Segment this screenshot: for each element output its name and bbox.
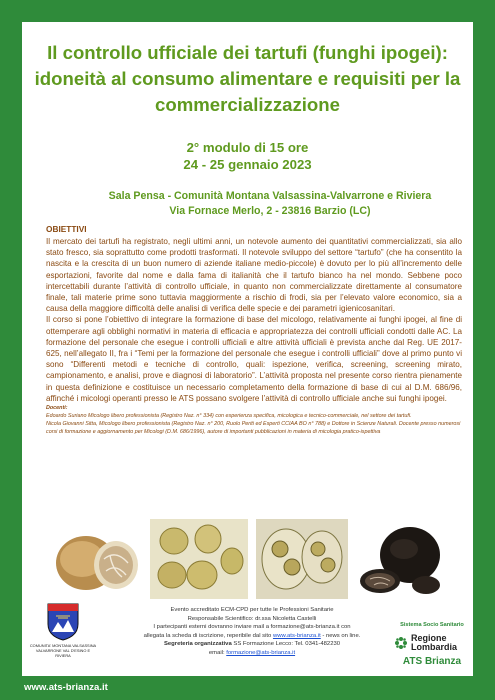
contact-email-link[interactable]: formazione@ats-brianza.it bbox=[226, 649, 296, 656]
teacher-2: Nicola Giovanni Sitta, Micologo libero professionista (Registro Naz. n° 200, Ruolo Periti ed Esperti CCIAA BO n° 788) e Dottore in Scienze Naturali. Docente presso numerosi corsi di formazione e aggiornamento per Micologi (D.M. 686/1996), autore di importanti pubblicazioni in materia di micologia pratico-ispettiva bbox=[46, 421, 461, 435]
event-dates: 24 - 25 gennaio 2023 bbox=[183, 157, 312, 172]
poster-sheet bbox=[22, 22, 473, 676]
ats-brianza-label: ATS Brianza bbox=[402, 656, 462, 667]
page-title: Il controllo ufficiale dei tartufi (funghi ipogei): idoneità al consumo alimentare e requisiti per la commercializzazione bbox=[34, 42, 461, 115]
ecm-accreditation: Evento accreditato ECM-CPD per tutte le Professioni Sanitarie bbox=[170, 607, 334, 613]
white-truffle-photo bbox=[50, 519, 142, 599]
coat-of-arms-icon bbox=[30, 602, 96, 642]
photo-strip bbox=[50, 519, 450, 599]
objectives-paragraph-1: Il mercato dei tartufi ha registrato, negli ultimi anni, un notevole aumento dei quantitativi commercializzati, sia allo stato fresco, sia soprattutto come prodotti trasformati. Il notevole sviluppo del settore “tartufo” (che ha consentito la nascita e la crescita di un buon numero di aziende italiane medio-piccole) è dovuto per lo più all’incremento delle esportazioni, favorite dal nome e dalla fama di italianità che il tartufo bianco ha nel mondo. Sebbene poco intercettabili durante l’attività di controllo ufficiale, in quanto non commercializzate direttamente al consumatore finale, tali materie prime sono tuttavia maggiormente a rischio di frodi, sia per l’elevato valore economico, sia a causa della maggiore difficoltà delle analisi di verifica delle specie e dei parametri igienicosanitari. bbox=[46, 237, 462, 314]
objectives-paragraph-2: Il corso si pone l’obiettivo di integrare la formazione di base del micologo, relativamente ai funghi ipogei, al fine di ottemperare agli obblighi normativi in materia di efficacia e appropriatezza dei controlli ufficiali condotti dalle AC. La formazione del personale che esegue i controlli ufficiali e altre attività ufficiali è prevista anche dal Reg. UE 2017-625, nell’allegato II, fra i “Temi per la formazione del personale che esegue i controlli ufficiali” dove al primo punto vi sono “Differenti metodi e tecniche di controllo, quali: ispezione, verifica, screening, screening mirato, campionamento, e analisi, prove e diagnosi di laboratorio”. L’attività proposta nel presente corso rientra pienamente in questa definizione e costituisce un necessario completamento della formazione di base di cui al D.M. 686/96, affinché i micologi operanti presso le ATS possano svolgere l’attività di controllo ufficiale anche sui funghi ipogei. bbox=[46, 315, 462, 403]
regione-lombardia-text bbox=[411, 634, 457, 652]
email-label: email: bbox=[208, 649, 227, 656]
black-truffle-photo bbox=[356, 519, 450, 599]
ats-site-link[interactable]: www.ats-brianza.it bbox=[272, 632, 321, 639]
sistema-socio-sanitario-label: Sistema Socio Sanitario bbox=[400, 622, 464, 628]
registration-site-text: allegata la scheda di iscrizione, reperibile dal sito bbox=[143, 632, 273, 639]
comunita-montana-logo bbox=[30, 602, 96, 672]
lombardia-word: Lombardia bbox=[411, 642, 458, 652]
news-online-text: - news on line. bbox=[320, 632, 361, 639]
secretariat-line bbox=[127, 640, 377, 649]
ats-brianza-logo bbox=[394, 622, 470, 667]
spores-micrograph-1 bbox=[150, 519, 248, 599]
registration-note: I partecipanti esterni dovranno inviare mail a formazione@ats-brianza.it con bbox=[153, 624, 351, 631]
teachers-heading: Docenti: bbox=[46, 405, 68, 411]
spores-micrograph-2 bbox=[256, 519, 348, 599]
email-line bbox=[127, 649, 377, 658]
website-link[interactable]: www.ats-brianza.it bbox=[24, 682, 108, 693]
registration-site-line bbox=[127, 632, 377, 641]
secretariat-phone: SS Formazione Lecco: Tel. 0341-482230 bbox=[231, 641, 341, 648]
rosa-camuna-icon bbox=[394, 636, 408, 650]
teacher-1: Edoardo Suriano Micologo libero professionista (Registro Naz. n° 334) con esperienza specifica, micologica e tecnico-commerciale, nel settore dei tartufi. bbox=[46, 413, 412, 419]
secretariat-label: Segreteria organizzativa bbox=[163, 641, 232, 648]
comunita-montana-label: COMUNITA' MONTANA VALSASSINA VALVARRONE VAL D'ESINO E RIVIERA bbox=[29, 643, 97, 658]
regione-word: Regione bbox=[411, 633, 447, 643]
venue-name: Sala Pensa - Comunità Montana Valsassina-Valvarrone e Riviera bbox=[108, 190, 432, 202]
objectives-body bbox=[46, 236, 462, 404]
venue-address: Via Fornace Merlo, 2 - 23816 Barzio (LC) bbox=[169, 205, 371, 217]
objectives-heading: OBIETTIVI bbox=[46, 224, 87, 234]
scientific-lead: Responsabile Scientifico: dr.ssa Nicoletta Castelli bbox=[187, 615, 317, 622]
regione-lombardia-mark bbox=[394, 634, 470, 652]
module-info: 2° modulo di 15 ore bbox=[186, 140, 309, 155]
teachers-section bbox=[46, 404, 462, 436]
event-footer bbox=[127, 606, 377, 658]
